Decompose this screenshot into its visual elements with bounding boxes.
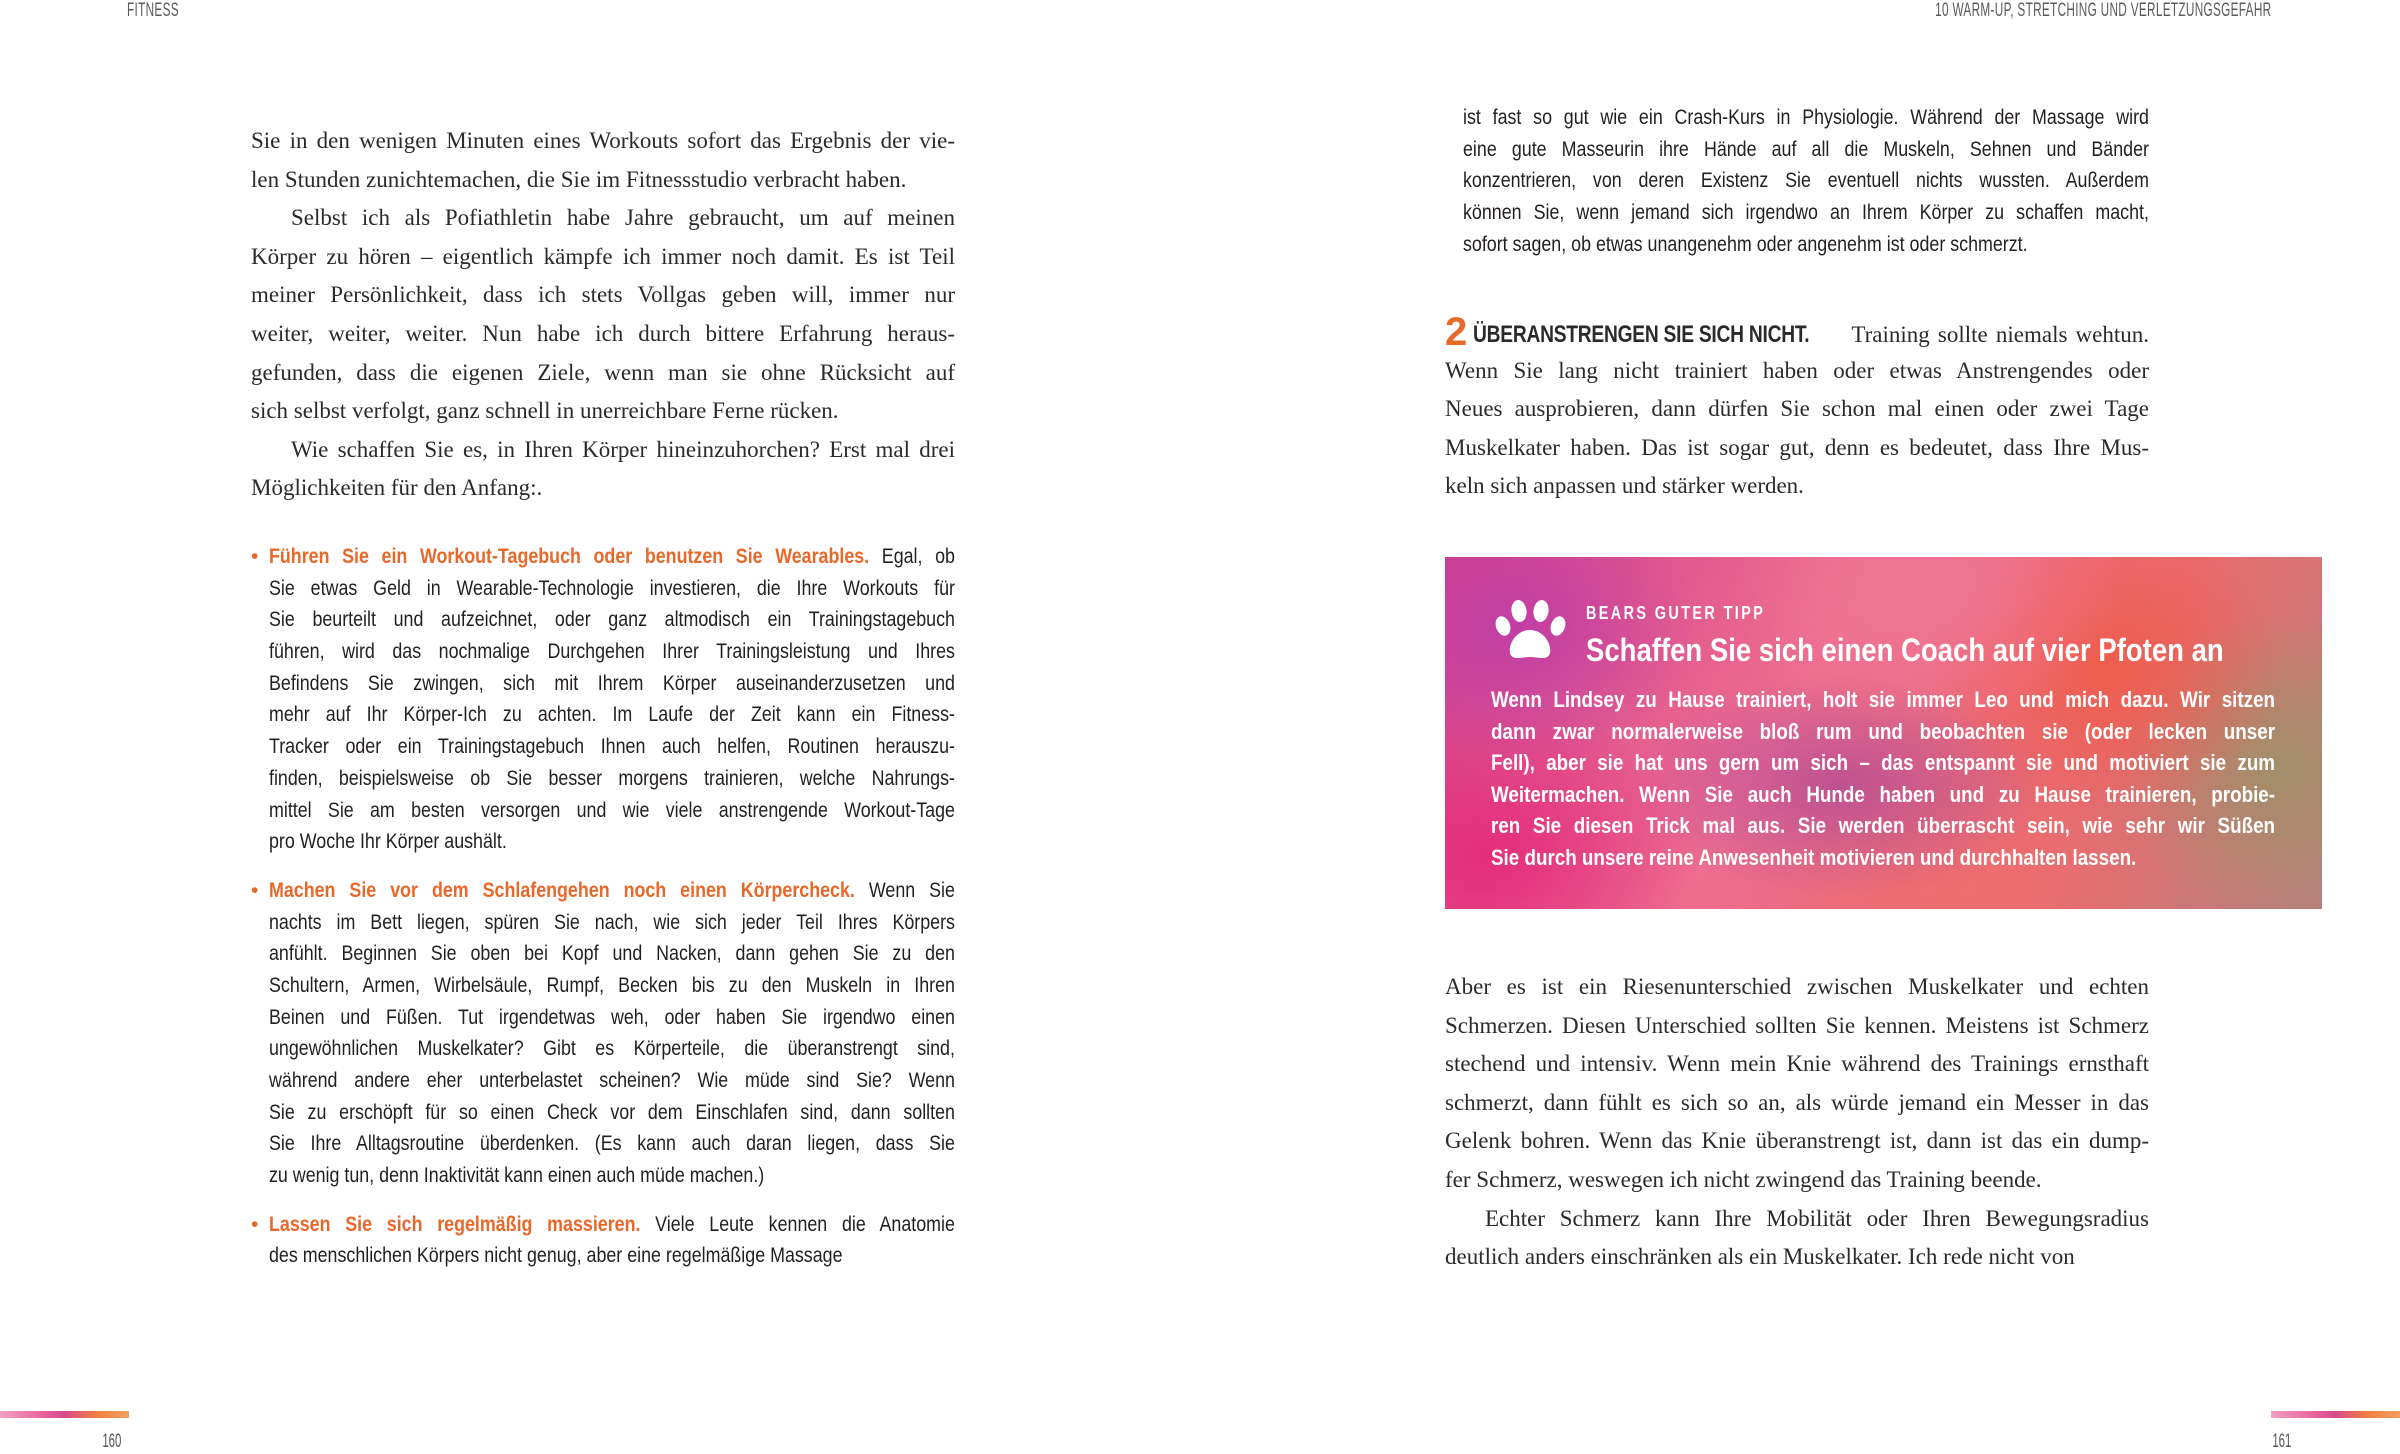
bullet-icon: •: [251, 878, 259, 902]
text-line: Sie beurteilt und aufzeichnet, oder ganz altmodisch ein Trainingstagebuch: [269, 608, 955, 632]
text-line: pro Woche Ihr Körper aushält.: [269, 830, 507, 854]
text-line: meiner Persönlichkeit, dass ich stets Vollgas geben will, immer nur: [251, 282, 955, 308]
page-number-left: 160: [102, 1431, 122, 1452]
section-number: 2: [1445, 310, 1468, 354]
bullet-lead: Führen Sie ein Workout-Tagebuch oder benutzen Sie Wearables.: [269, 545, 870, 568]
text-line: führen, wird das nochmalige Durchgehen Ihrer Trainingsleistung und Ihres: [269, 640, 955, 664]
text-line: Selbst ich als Pofiathletin habe Jahre gebraucht, um auf meinen: [291, 205, 955, 231]
bullet-text: Viele Leute kennen die Anatomie: [655, 1212, 955, 1236]
text-line: Sie in den wenigen Minuten eines Workouts sofort das Ergebnis der vie-: [251, 128, 955, 153]
text-line: Sie durch unsere reine Anwesenheit motivieren und durchhalten lassen.: [1491, 844, 2137, 870]
text-line: zu wenig tun, denn Inaktivität kann einen auch müde machen.): [269, 1164, 765, 1188]
text-line: weiter, weiter, weiter. Nun habe ich durch bittere Erfahrung heraus-: [251, 320, 955, 346]
text-line: len Stunden zunichtemachen, die Sie im Fitnessstudio verbracht haben.: [251, 166, 907, 192]
text-line: Muskelkater haben. Das ist sogar gut, denn es bedeutet, dass Ihre Mus-: [1445, 434, 2149, 460]
text-line: Sie Ihre Alltagsroutine überdenken. (Es kann auch daran liegen, dass Sie: [269, 1132, 955, 1156]
text-line: Sie etwas Geld in Wearable-Technologie investieren, die Ihre Workouts für: [269, 576, 955, 600]
list-item: [251, 1209, 1076, 1272]
text-line: Sie zu erschöpft für so einen Check vor dem Einschlafen sind, dann sollten: [269, 1100, 955, 1124]
text-line: ren Sie diesen Trick mal aus. Sie werden überrascht sein, wie sehr wir Süßen: [1491, 813, 2276, 838]
text-line: Schultern, Armen, Wirbelsäule, Rumpf, Becken bis zu den Muskeln in Ihren: [269, 973, 955, 997]
text-line: konzentrieren, von deren Existenz Sie eventuell nichts wussten. Außerdem: [1463, 169, 2149, 193]
text-line: Fell), aber sie hat uns gern um sich – das entspannt sie und motiviert sie zum: [1491, 750, 2276, 775]
text-line: Gelenk bohren. Wenn das Knie überanstrengt ist, dann ist das ein dump-: [1445, 1128, 2149, 1154]
page-number-right: 161: [2272, 1431, 2292, 1452]
text-line: stechend und intensiv. Wenn mein Knie während des Trainings ernsthaft: [1445, 1051, 2149, 1077]
tip-box: [1445, 557, 2322, 909]
text-line: sich selbst verfolgt, ganz schnell in unerreichbare Ferne rücken.: [251, 398, 839, 424]
running-header-left: FITNESS: [127, 0, 179, 21]
footer-color-strip-left: [0, 1411, 129, 1418]
text-line: ist fast so gut wie ein Crash-Kurs in Physiologie. Während der Massage wird: [1463, 106, 2149, 129]
text-line: des menschlichen Körpers nicht genug, aber eine regelmäßige Massage: [269, 1244, 843, 1268]
tips-list: [251, 541, 1076, 1289]
body-text-after-tip: [1445, 968, 2149, 1277]
text-line: Neues ausprobieren, dann dürfen Sie schon mal einen oder zwei Tage: [1445, 396, 2149, 422]
text-line: nachts im Bett liegen, spüren Sie nach, wie sich jeder Teil Ihres Körpers: [269, 910, 955, 934]
text-line: eine gute Masseurin ihre Hände auf all die Muskeln, Sehnen und Bänder: [1463, 137, 2149, 161]
text-line: dann zwar normalerweise bloß rum und beobachten sie (oder lecken unser: [1491, 718, 2276, 744]
text-line: ungewöhnlichen Muskelkater? Gibt es Körperteile, die überanstrengt sind,: [269, 1037, 955, 1061]
section-first-line-text: Training sollte niemals wehtun.: [1851, 322, 2149, 347]
text-line: schmerzt, dann fühlt es sich so an, als würde jemand ein Messer in das: [1445, 1089, 2149, 1115]
section-heading: ÜBERANSTRENGEN SIE SICH NICHT.: [1473, 321, 1810, 348]
tip-body: [1491, 684, 2322, 873]
text-line: finden, beispielsweise ob Sie besser morgens trainieren, welche Nahrungs-: [269, 766, 955, 790]
text-line: fer Schmerz, weswegen ich nicht zwingend das Training beende.: [1445, 1166, 2042, 1192]
list-item: [251, 541, 1076, 858]
text-line: gefunden, dass die eigenen Ziele, wenn man sie ohne Rücksicht auf: [251, 359, 955, 385]
text-line: deutlich anders einschränken als ein Muskelkater. Ich rede nicht von: [1445, 1244, 2075, 1270]
text-line: Körper zu hören – eigentlich kämpfe ich immer noch damit. Es ist Teil: [251, 243, 955, 269]
text-line: Wenn Lindsey zu Hause trainiert, holt sie immer Leo und mich dazu. Wir sitzen: [1491, 687, 2276, 712]
text-line: Beinen und Füßen. Tut irgendetwas weh, oder haben Sie irgendwo einen: [269, 1005, 955, 1029]
bullet-lead: Machen Sie vor dem Schlafengehen noch einen Körpercheck.: [269, 878, 855, 902]
intro-text: [251, 122, 955, 508]
text-line: Wenn Sie lang nicht trainiert haben oder etwas Anstrengendes oder: [1445, 357, 2149, 383]
text-line: Aber es ist ein Riesenunterschied zwischen Muskelkater und echten: [1445, 974, 2149, 999]
text-line: mittel Sie am besten versorgen und wie viele anstrengende Workout-Tage: [269, 798, 955, 822]
text-line: Befindens Sie zwingen, sich mit Ihrem Körper auseinanderzusetzen und: [269, 671, 955, 695]
text-line: sofort sagen, ob etwas unangenehm oder angenehm ist oder schmerzt.: [1463, 232, 2028, 256]
running-header-right: 10 WARM-UP, STRETCHING UND VERLETZUNGSGEFAHR: [1934, 0, 2271, 21]
text-line: können Sie, wenn jemand sich irgendwo an Ihrem Körper zu schaffen macht,: [1463, 201, 2149, 225]
text-line: anfühlt. Beginnen Sie oben bei Kopf und Nacken, dann gehen Sie zu den: [269, 942, 955, 966]
bullet-text: Egal, ob: [881, 545, 955, 568]
text-line: [269, 875, 955, 907]
bullet-icon: •: [251, 1212, 259, 1236]
text-line: keln sich anpassen und stärker werden.: [1445, 473, 1804, 499]
text-line: Weitermachen. Wenn Sie auch Hunde haben und zu Hause trainieren, probie-: [1491, 781, 2276, 807]
paw-icon: [1494, 600, 1568, 662]
section-2: [1445, 310, 2149, 506]
text-line: [269, 1209, 955, 1241]
bullet-continuation: [1463, 102, 2270, 260]
tip-kicker: BEARS GUTER TIPP: [1586, 603, 1766, 623]
list-item: [251, 875, 1076, 1192]
text-line: Schmerzen. Diesen Unterschied sollten Sie kennen. Meistens ist Schmerz: [1445, 1012, 2149, 1038]
section-2-first-line: [1445, 310, 2149, 354]
text-line: Wie schaffen Sie es, in Ihren Körper hineinzuhorchen? Erst mal drei: [291, 436, 955, 462]
text-line: Tracker oder ein Trainingstagebuch Ihnen auch helfen, Routinen herauszu-: [269, 735, 955, 759]
tip-title: Schaffen Sie sich einen Coach auf vier Pfoten an: [1586, 632, 2224, 668]
bullet-icon: •: [251, 545, 259, 568]
text-line: [269, 541, 955, 573]
footer-color-strip-right: [2271, 1411, 2400, 1418]
text-line: Möglichkeiten für den Anfang:.: [251, 475, 543, 501]
bullet-text: Wenn Sie: [868, 878, 955, 902]
text-line: Echter Schmerz kann Ihre Mobilität oder Ihren Bewegungsradius: [1485, 1205, 2149, 1231]
text-line: während andere eher unterbelastet scheinen? Wie müde sind Sie? Wenn: [269, 1069, 955, 1092]
bullet-lead: Lassen Sie sich regelmäßig massieren.: [269, 1212, 641, 1236]
text-line: mehr auf Ihr Körper-Ich zu achten. Im Laufe der Zeit kann ein Fitness-: [269, 703, 955, 727]
